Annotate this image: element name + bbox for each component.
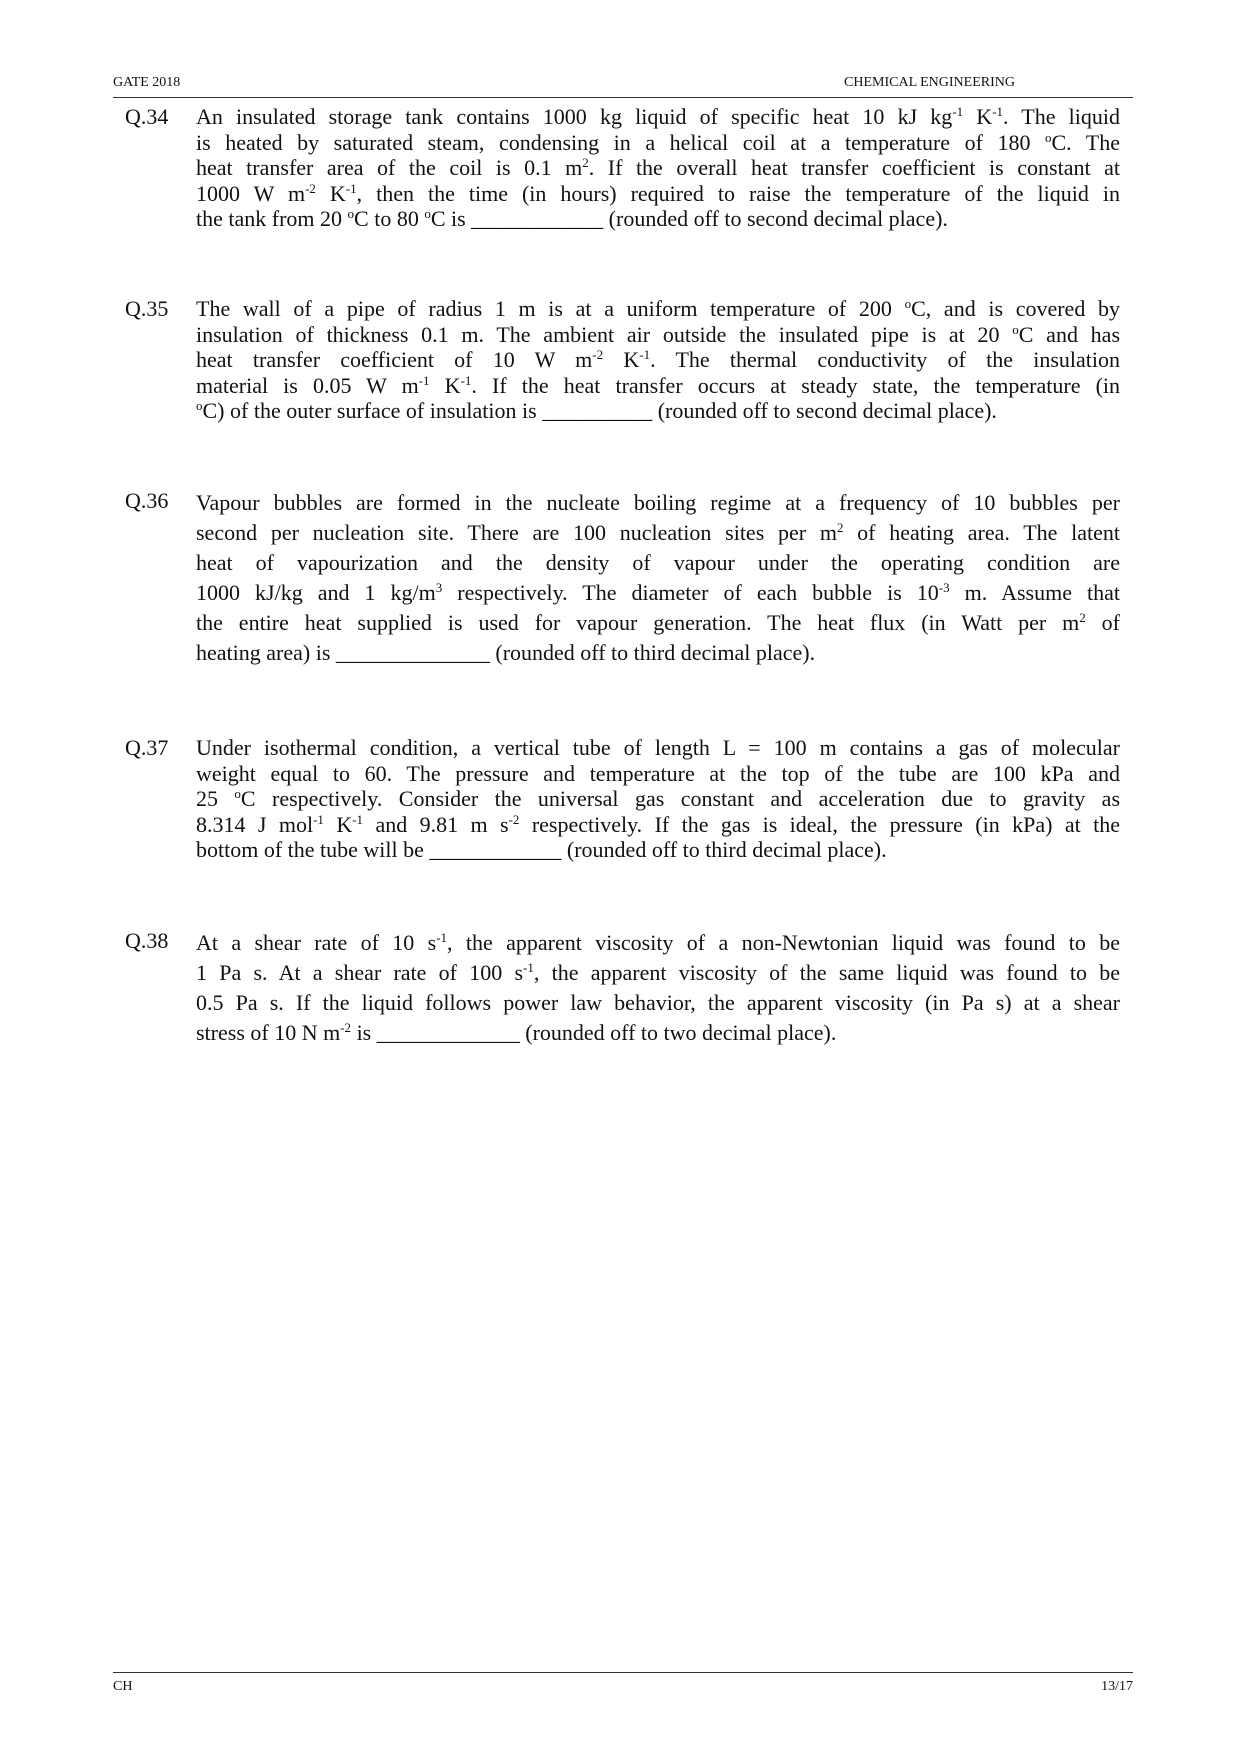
text-run: respectively. The diameter of each bubble is 10	[442, 580, 939, 605]
question-text	[196, 735, 1120, 863]
text-run: An insulated storage tank contains 1000 kg liquid of specific heat 10 kJ kg	[196, 104, 953, 129]
question-line	[196, 322, 1120, 348]
superscript: -2	[508, 811, 520, 827]
question-line	[196, 988, 1120, 1018]
text-run: . The liquid	[1003, 104, 1120, 129]
superscript: 2	[582, 155, 589, 170]
question-line	[196, 812, 1120, 838]
question-line	[196, 206, 1120, 232]
superscript: o	[424, 206, 431, 221]
question-line	[196, 958, 1120, 988]
question-line	[196, 155, 1120, 181]
text-run: bottom of the tube will be ____________ (rounded off to third decimal place).	[196, 837, 887, 862]
superscript: o	[904, 296, 912, 311]
text-run: is _____________ (rounded off to two decimal place).	[351, 1020, 837, 1045]
text-run: C to 80	[354, 206, 425, 231]
superscript: -1	[639, 347, 651, 362]
text-run: weight equal to 60. The pressure and temperature at the top of the tube are 100 kPa and	[196, 760, 1120, 786]
text-run: 1000 W m	[196, 180, 306, 206]
text-run: , the apparent viscosity of a non-Newtonian liquid was found to be	[447, 930, 1120, 955]
page-footer	[113, 1672, 1133, 1695]
superscript: -1	[952, 104, 964, 119]
question-number: Q.38	[125, 928, 169, 953]
text-run: , then the time (in hours) required to raise the temperature of the liquid in	[356, 180, 1120, 206]
page-header	[113, 75, 1133, 98]
question-number: Q.37	[125, 735, 169, 760]
page-number: 13/17	[1101, 1679, 1133, 1694]
superscript: o	[1044, 129, 1052, 145]
text-run: C) of the outer surface of insulation is __________ (rounded off to second decimal place).	[202, 398, 997, 423]
question-line	[196, 104, 1120, 130]
superscript: -1	[523, 960, 534, 975]
text-run: K	[315, 180, 346, 206]
text-run: second per nucleation site. There are 100 nucleation sites per m	[196, 520, 837, 545]
question-line	[196, 735, 1120, 761]
text-run: Vapour bubbles are formed in the nucleate boiling regime at a frequency of 10 bubbles per	[196, 490, 1120, 515]
question-line	[196, 928, 1120, 958]
text-run: is heated by saturated steam, condensing in a helical coil at a temperature of 180	[196, 129, 1045, 155]
question-number: Q.36	[125, 488, 169, 513]
question-line	[196, 373, 1120, 399]
question-line	[196, 548, 1120, 578]
text-run: 25	[196, 786, 235, 811]
text-run: . If the heat transfer occurs at steady state, the temperature (in	[471, 372, 1121, 398]
superscript: o	[1012, 321, 1019, 337]
paper-subject: CHEMICAL ENGINEERING	[844, 75, 1015, 90]
question-text	[196, 296, 1120, 424]
text-run: the entire heat supplied is used for vapour generation. The heat flux (in Watt per m	[196, 610, 1080, 635]
question-line	[196, 837, 1120, 863]
text-run: C is ____________ (rounded off to second decimal place).	[430, 206, 948, 231]
text-run: K	[603, 347, 640, 372]
superscript: -1	[436, 930, 448, 945]
text-run: C respectively. Consider the universal gas constant and acceleration due to gravity as	[240, 786, 1121, 811]
text-run: stress of 10 N m	[196, 1020, 341, 1045]
text-run: The wall of a pipe of radius 1 m is at a uniform temperature of 200	[196, 296, 905, 321]
question-line	[196, 518, 1120, 548]
text-run: At a shear rate of 10 s	[196, 930, 437, 955]
superscript: 2	[1079, 610, 1086, 625]
text-run: material is 0.05 W m	[196, 372, 419, 398]
text-run: . The thermal conductivity of the insulation	[650, 347, 1120, 372]
text-run: K	[323, 811, 353, 837]
text-run: Under isothermal condition, a vertical tube of length L = 100 m contains a gas of molecular	[196, 735, 1120, 760]
text-run: heating area) is ______________ (rounded off to third decimal place).	[196, 640, 816, 665]
question-text	[196, 104, 1120, 232]
superscript: o	[196, 398, 203, 413]
text-run: heat transfer area of the coil is 0.1 m	[196, 155, 583, 180]
question-line	[196, 488, 1120, 518]
text-run: C and has	[1018, 321, 1120, 347]
question-line	[196, 398, 1120, 424]
superscript: 3	[435, 580, 443, 595]
text-run: insulation of thickness 0.1 m. The ambient air outside the insulated pipe is at 20	[196, 321, 1013, 347]
text-run: K	[429, 372, 461, 398]
question-line	[196, 130, 1120, 156]
text-run: K	[963, 104, 993, 129]
text-run: C. The	[1051, 129, 1120, 155]
text-run: the tank from 20	[196, 206, 348, 231]
question-line	[196, 1018, 1120, 1048]
superscript: -1	[418, 372, 430, 388]
question-text	[196, 488, 1120, 668]
text-run: m. Assume that	[949, 580, 1120, 605]
superscript: -2	[340, 1020, 352, 1035]
text-run: 0.5 Pa s. If the liquid follows power law behavior, the apparent viscosity (in Pa s) at a shear	[196, 990, 1120, 1015]
question-line	[196, 578, 1120, 608]
exam-title: GATE 2018	[113, 75, 181, 90]
text-run: C, and is covered by	[911, 296, 1120, 321]
text-run: 8.314 J mol	[196, 811, 314, 837]
text-run: heat of vapourization and the density of vapour under the operating condition are	[196, 550, 1120, 575]
text-run: 1000 kJ/kg and 1 kg/m	[196, 580, 436, 605]
question-line	[196, 786, 1120, 812]
text-run: 1 Pa s. At a shear rate of 100 s	[196, 960, 524, 985]
text-run: heat transfer coefficient of 10 W m	[196, 347, 593, 372]
superscript: -1	[992, 104, 1004, 119]
superscript: -1	[352, 811, 364, 827]
superscript: -2	[592, 347, 604, 362]
superscript: -1	[313, 811, 324, 827]
text-run: respectively. If the gas is ideal, the pressure (in kPa) at the	[519, 811, 1120, 837]
text-run: , the apparent viscosity of the same liquid was found to be	[533, 960, 1120, 985]
superscript: -1	[460, 372, 472, 388]
superscript: -3	[938, 580, 950, 595]
question-line	[196, 608, 1120, 638]
question-line	[196, 296, 1120, 322]
text-run: . If the overall heat transfer coefficient is constant at	[588, 155, 1120, 180]
superscript: o	[347, 206, 355, 221]
text-run: of heating area. The latent	[843, 520, 1120, 545]
question-line	[196, 181, 1120, 207]
question-line	[196, 347, 1120, 373]
question-text	[196, 928, 1120, 1048]
text-run: of	[1085, 610, 1121, 635]
text-run: and 9.81 m s	[363, 811, 509, 837]
question-number: Q.34	[125, 104, 169, 129]
superscript: o	[234, 786, 241, 801]
question-line	[196, 638, 1120, 668]
question-line	[196, 761, 1120, 787]
superscript: -1	[345, 180, 357, 196]
superscript: 2	[836, 520, 844, 535]
question-number: Q.35	[125, 296, 169, 321]
paper-code: CH	[113, 1679, 133, 1694]
superscript: -2	[305, 180, 316, 196]
